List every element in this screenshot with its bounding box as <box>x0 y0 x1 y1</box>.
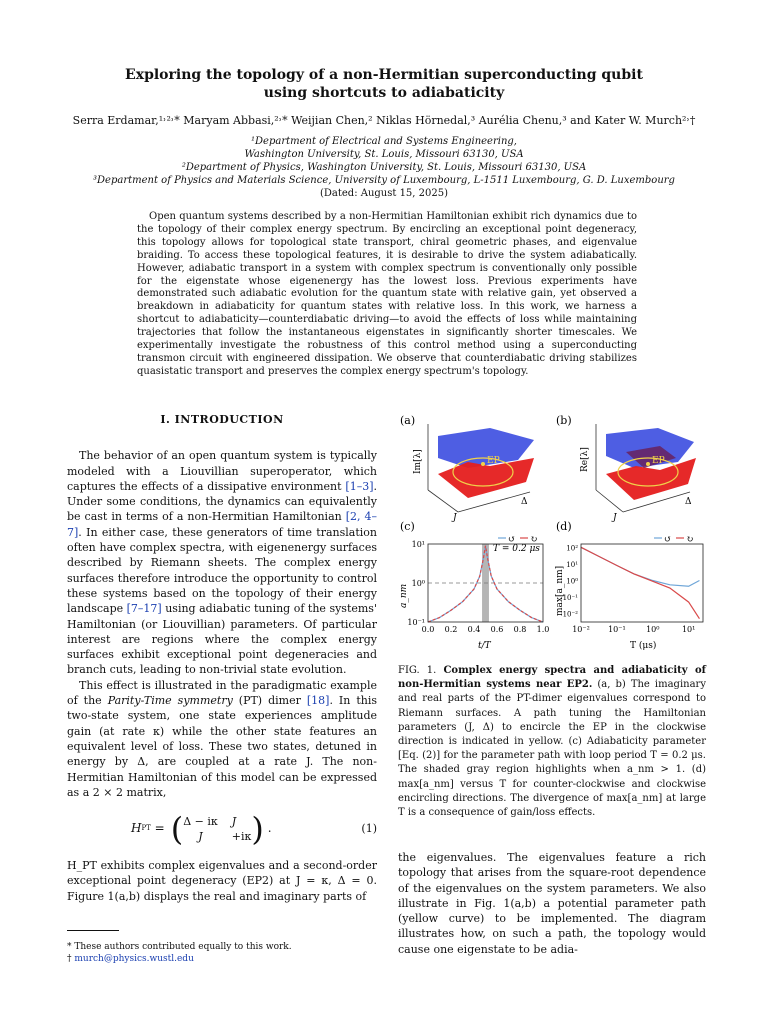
footnote-rule <box>67 930 119 931</box>
eq-lhs: H <box>131 821 142 836</box>
b-ylabel: Re[λ] <box>580 447 590 472</box>
citation[interactable]: [7–17] <box>126 602 162 616</box>
text-run: . In either case, these generators of time translation often have complex spectra, with eigenenergy surfaces described by Riemann sheets. The complex energy surfaces therefore introduce the opportunity to control these systems based on the topology of their energy landscape <box>67 525 377 616</box>
citation[interactable]: [2, 4–7] <box>67 510 377 539</box>
c-ylabel: a_nm <box>399 583 409 608</box>
author-list: Serra Erdamar,¹˒²˒* Maryam Abbasi,²˒* Weijian Chen,² Niklas Hörnedal,³ Aurélia Chenu,³ and Kater W. Murch²˒† <box>72 114 696 127</box>
c-y-tick: 10¹ <box>411 540 425 549</box>
affiliation-3: ³Department of Physics and Materials Science, University of Luxembourg, L-1511 Luxembourg, G. D. Luxembourg <box>93 175 675 186</box>
c-x-tick: 0.0 <box>421 625 435 634</box>
series-counter-clockwise <box>581 547 699 586</box>
caption-text: (a, b) The imaginary and real parts of the PT-dimer eigenvalues correspond to Riemann surfaces. A path tuning the Hamiltonian parameters (J, Δ) to encircle the EP in the clockwise direction is indicated in yellow. (c) Adiabaticity parameter [Eq. (2)] for the parameter path with loop period T = 0.2 μs. The shaded gray region highlights when a_nm > 1. (d) max[a_nm] versus T for counter-clockwise and clockwise encircling directions. The divergence of max[a_nm] at large T is a consequence of gain/loss effects. <box>398 679 706 819</box>
b-xlabel-J: J <box>613 513 617 523</box>
c-x-tick: 0.4 <box>467 625 481 634</box>
panel-c-label: (c) <box>400 520 415 533</box>
legend-c-cw: ↻ <box>530 535 538 545</box>
c-x-tick: 0.8 <box>513 625 527 634</box>
c-xlabel: t/T <box>478 641 491 651</box>
affiliation-2: ²Department of Physics, Washington University, St. Louis, Missouri 63130, USA <box>181 162 587 173</box>
legend-c-ccw: ↺ <box>508 535 516 545</box>
c-y-tick: 10⁻¹ <box>407 618 425 627</box>
left-column <box>67 412 377 965</box>
intro-paragraph-3: H_PT exhibits complex eigenvalues and a second-order exceptional point degeneracy (EP2) at J = κ, Δ = 0. Figure 1(a,b) displays the real and imaginary parts of <box>67 859 377 903</box>
d-x-tick: 10⁻¹ <box>608 625 626 634</box>
section-heading: I. INTRODUCTION <box>160 413 284 426</box>
d-x-tick: 10⁰ <box>646 625 660 634</box>
abstract: Open quantum systems described by a non-Hermitian Hamiltonian exhibit rich dynamics due to the topology of their complex energy spectrum. By encircling an exceptional point degeneracy, this topology allows for topological state transport, chiral geometric phases, and eigenvalue braiding. To access these topological features, it is desirable to drive the system adiabatically. However, adiabatic transport in a system with complex spectrum is conventionally only possible for the eigenstate whose eigenenergy has the lowest loss. Previous experiments have demonstrated such adiabatic evolution for the quantum state with relative gain, yet observed a breakdown in adiabaticity for quantum states with relative loss. In this work, we harness a shortcut to adiabaticity—counterdiabatic driving—to avoid the effects of loss while maintaining trajectories that follow the instantaneous eigenstates in significantly shorter timescales. We experimentally investigate the robustness of this control method using a superconducting transmon circuit with engineered dissipation. We observe that counterdiabatic driving stabilizes quasistatic transport and preserves the complex energy spectrum's topology. <box>137 211 637 377</box>
plot-d <box>563 544 703 634</box>
citation[interactable]: [1–3] <box>345 479 374 493</box>
intro-paragraph-1 <box>67 448 377 677</box>
eq-m21: J <box>198 830 203 844</box>
footnote-2-mark: † <box>67 954 72 965</box>
d-ylabel: max[a_nm] <box>555 565 565 616</box>
figure-1 <box>398 412 708 652</box>
series-clockwise <box>581 547 699 618</box>
footnote-1: * These authors contributed equally to this work. <box>67 942 292 953</box>
text-run: Parity-Time symmetry <box>107 694 233 708</box>
figure-caption <box>398 664 706 820</box>
panel-a-label: (a) <box>400 414 416 427</box>
text-run: (PT) dimer <box>232 694 307 708</box>
d-y-tick: 10¹ <box>566 560 578 569</box>
title-line-2: using shortcuts to adiabaticity <box>263 85 505 101</box>
panel-a-surface <box>413 424 534 523</box>
ep-label-a: EP <box>487 456 500 466</box>
a-ylabel: Im[λ] <box>413 449 423 474</box>
legend-d-ccw: ↺ <box>664 535 672 545</box>
d-y-tick: 10² <box>566 544 578 553</box>
footnote-2 <box>67 953 377 965</box>
d-y-tick: 10⁰ <box>566 577 578 586</box>
figure-1-graphic <box>398 412 708 652</box>
d-xlabel: T (μs) <box>630 641 657 651</box>
legend-d <box>654 535 694 545</box>
text-run: . In this two-state system, one state experiences amplitude gain (at rate κ) while the other state features an equivalent level of loss. These two states, detuned in energy by Δ, are coupled at a rate J. The non-Hermitian Hamiltonian of this model can be expressed as a 2 × 2 matrix, <box>67 694 378 799</box>
d-y-tick: 10⁻¹ <box>562 594 578 603</box>
eq-m22: +iκ <box>231 830 252 844</box>
equation-number: (1) <box>361 822 377 836</box>
c-y-tick: 10⁰ <box>411 579 425 588</box>
text-run: using adiabatic tuning of the systems' Hamiltonian (or Liouvillian) parameters. Of particular interest are regions where the complex energy surfaces exhibit exceptional point degeneracies and branch cuts, leading to non-trivial state evolution. <box>67 602 377 677</box>
ep-label-b: EP <box>652 456 665 466</box>
eq-subscript: PT <box>141 824 151 833</box>
d-x-tick: 10¹ <box>681 625 696 634</box>
caption-label: FIG. 1. <box>398 665 437 676</box>
plot-c <box>407 540 549 634</box>
eq-m12: J <box>231 815 237 829</box>
c-x-tick: 0.2 <box>444 625 458 634</box>
email-link[interactable]: murch@physics.wustl.edu <box>74 954 194 965</box>
b-xlabel-delta: Δ <box>685 497 692 507</box>
c-x-tick: 0.6 <box>490 625 504 634</box>
affiliation-1b: Washington University, St. Louis, Missouri 63130, USA <box>244 149 524 160</box>
a-xlabel-J: J <box>453 513 457 523</box>
d-x-tick: 10⁻² <box>572 625 590 634</box>
a-xlabel-delta: Δ <box>521 497 528 507</box>
c-x-tick: 1.0 <box>536 625 550 634</box>
legend-d-cw: ↻ <box>686 535 694 545</box>
right-paragraph: the eigenvalues. The eigenvalues feature a rich topology that arises from the square-root dependence of the eigenvalues on the system parameters. We also illustrate in Fig. 1(a,b) a potential parameter path (yellow curve) to be implemented. The diagram illustrates how, on such a path, the topology would cause one eigenstate to be adia- <box>398 851 706 956</box>
panel-b-surface <box>580 424 696 523</box>
plot-d-frame <box>581 544 703 622</box>
intro-paragraph-2 <box>67 678 377 800</box>
equation-1: H PT = ( Δ − iκ J J +iκ ) . (1) <box>131 810 377 849</box>
affiliations <box>0 135 768 200</box>
d-y-tick: 10⁻² <box>562 610 578 619</box>
text-run: . Under some conditions, the dynamics can equivalently be cast in terms of a non-Hermitian Hamiltonian <box>67 479 377 524</box>
caption-bold: Complex energy spectra and adiabaticity of non-Hermitian systems near EP2. <box>398 665 706 691</box>
affiliation-1a: ¹Department of Electrical and Systems Engineering, <box>251 136 517 147</box>
text-run: This effect is illustrated in the paradigmatic example of the <box>67 678 377 708</box>
c-annotation: T = 0.2 μs <box>493 544 540 554</box>
right-column-text <box>398 850 706 957</box>
panel-b-label: (b) <box>556 414 572 427</box>
date-line: (Dated: August 15, 2025) <box>319 188 449 199</box>
paper-title <box>0 66 768 102</box>
title-line-1: Exploring the topology of a non-Hermitian superconducting qubit <box>125 67 643 83</box>
panel-d-label: (d) <box>556 520 572 533</box>
citation[interactable]: [18] <box>306 694 330 708</box>
text-run: The behavior of an open quantum system is typically modeled with a Liouvillian superoperator, which captures the effects of a dissipative environment <box>67 449 377 493</box>
eq-m11: Δ − iκ <box>183 815 218 829</box>
